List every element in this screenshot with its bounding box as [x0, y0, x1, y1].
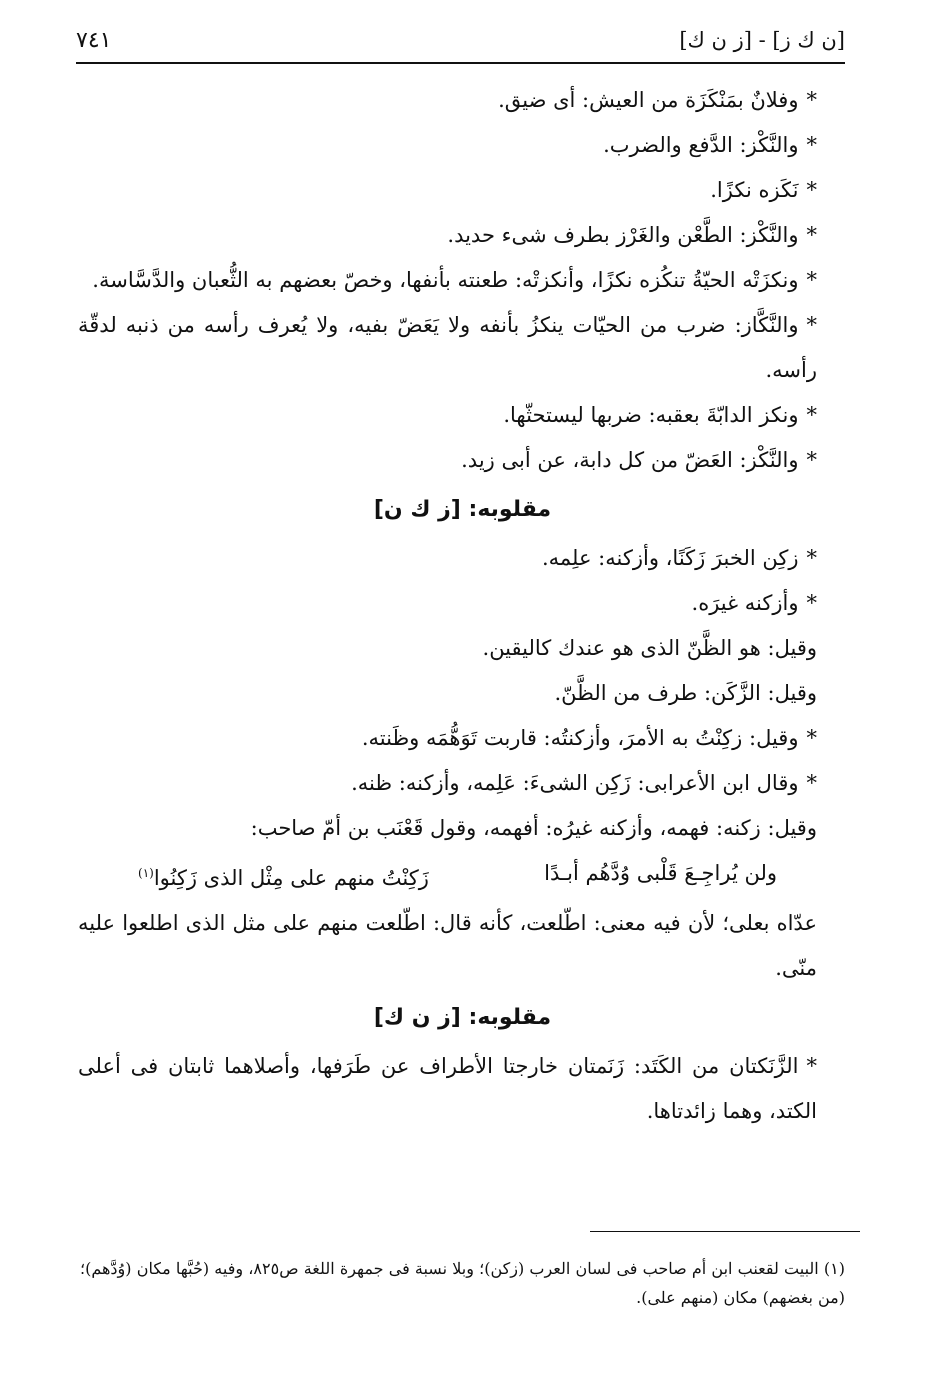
entry-12: *وقال ابن الأعرابى: زَكِن الشىءَ: عَلِمه، وأزكنه: ظنه.	[78, 761, 847, 806]
asterisk: *	[806, 1054, 817, 1078]
asterisk: *	[806, 726, 817, 750]
note-line-1: وقيل: هو الظَّنّ الذى هو عندك كاليقين.	[482, 636, 817, 660]
asterisk: *	[806, 178, 817, 202]
asterisk: *	[806, 771, 817, 795]
entry-2: *والنَّكْز: الدَّفع والضرب.	[78, 123, 847, 168]
asterisk: *	[806, 268, 817, 292]
section-heading-zkn: مقلوبه: [ز ك ن]	[373, 497, 552, 522]
asterisk: *	[806, 403, 817, 427]
footnote-marker: (١)	[138, 866, 154, 880]
running-title: [ن ك ز] - [ز ن ك]	[679, 28, 845, 52]
entry-5: *ونكزَتْه الحيّةُ تنكُزه نكزًا، وأنكزتْه: طعنته بأنفها، وخصّ بعضهم به الثُّعبان والدَّسَّاسة.	[78, 258, 847, 303]
verse-first-hemistich: ولن يُراجِـعَ قَلْبى وُدَّهُم أبـدًا	[544, 861, 777, 885]
section-heading-znk: مقلوبه: [ز ن ك]	[373, 1005, 552, 1030]
footnote: (١) البيت لقعنب ابن أم صاحب فى لسان العرب (زكن)؛ وبلا نسبة فى جمهرة اللغة ص٨٢٥، وفيه (حُبَّها مكان (وُدَّهم)؛ (من بغضهم) مكان (منهم على).	[80, 1259, 845, 1307]
entry-1: *وفلانٌ بمَنْكَزَة من العيش: أى ضيق.	[78, 78, 847, 123]
entry-4: *والنَّكْز: الطَّعْن والغَرْز بطرف شىء حديد.	[78, 213, 847, 258]
verse-second-hemistich: زَكِنْتُ منهم على مِثْل الذى زَكِنُوا$^{(١)}$	[138, 866, 429, 890]
entry-8: *والنَّكْز: العَضّ من كل دابة، عن أبى زيد.	[78, 438, 847, 483]
asterisk: *	[806, 448, 817, 472]
asterisk: *	[806, 88, 817, 112]
asterisk: *	[806, 133, 817, 157]
asterisk: *	[806, 546, 817, 570]
note-line-2: وقيل: الزَّكَن: طرف من الظَّنّ.	[554, 681, 817, 705]
entry-3: *نَكَزه نكزًا.	[78, 168, 847, 213]
entry-13: *الزَّنَكتان من الكَتَد: زَنَمتان خارجتا الأطراف عن طَرَفها، وأصلاهما ثابتان فى أعلى الكتد، وهما زائدتاها.	[78, 1044, 847, 1134]
header-rule	[76, 62, 845, 64]
asterisk: *	[806, 313, 817, 337]
entry-7: *ونكز الدابّةَ بعقبه: ضربها ليستحثّها.	[78, 393, 847, 438]
note-line-3: وقيل: زكنه: فهمه، وأزكنه غيرُه: أفهمه، وقول قَعْنَب بن أمّ صاحب:	[250, 816, 817, 840]
entry-9: *زكِن الخبرَ زَكَنًا، وأزكنه: علِمه.	[78, 536, 847, 581]
poetry-verse	[78, 851, 847, 901]
entry-11: *وقيل: زكِنْتُ به الأمرَ، وأزكنتُه: قاربت تَوَهُّمَه وظَنته.	[78, 716, 847, 761]
page-header	[76, 28, 845, 62]
verse-commentary: عدّاه بعلى؛ لأن فيه معنى: اطّلعت، كأنه قال: اطّلعت منهم على مثل الذى اطلعوا عليه منّى.	[78, 911, 817, 980]
asterisk: *	[806, 223, 817, 247]
page-number: ٧٤١	[76, 28, 112, 53]
footnote-rule	[590, 1231, 860, 1232]
asterisk: *	[806, 591, 817, 615]
page-body	[78, 78, 847, 1134]
entry-10: *وأزكنه غيرَه.	[78, 581, 847, 626]
entry-6: *والنَّكَّاز: ضرب من الحيّات ينكزُ بأنفه ولا يَعَضّ بفيه، ولا يُعرف رأسه من ذنبه لدقّة رأسه.	[78, 303, 847, 393]
